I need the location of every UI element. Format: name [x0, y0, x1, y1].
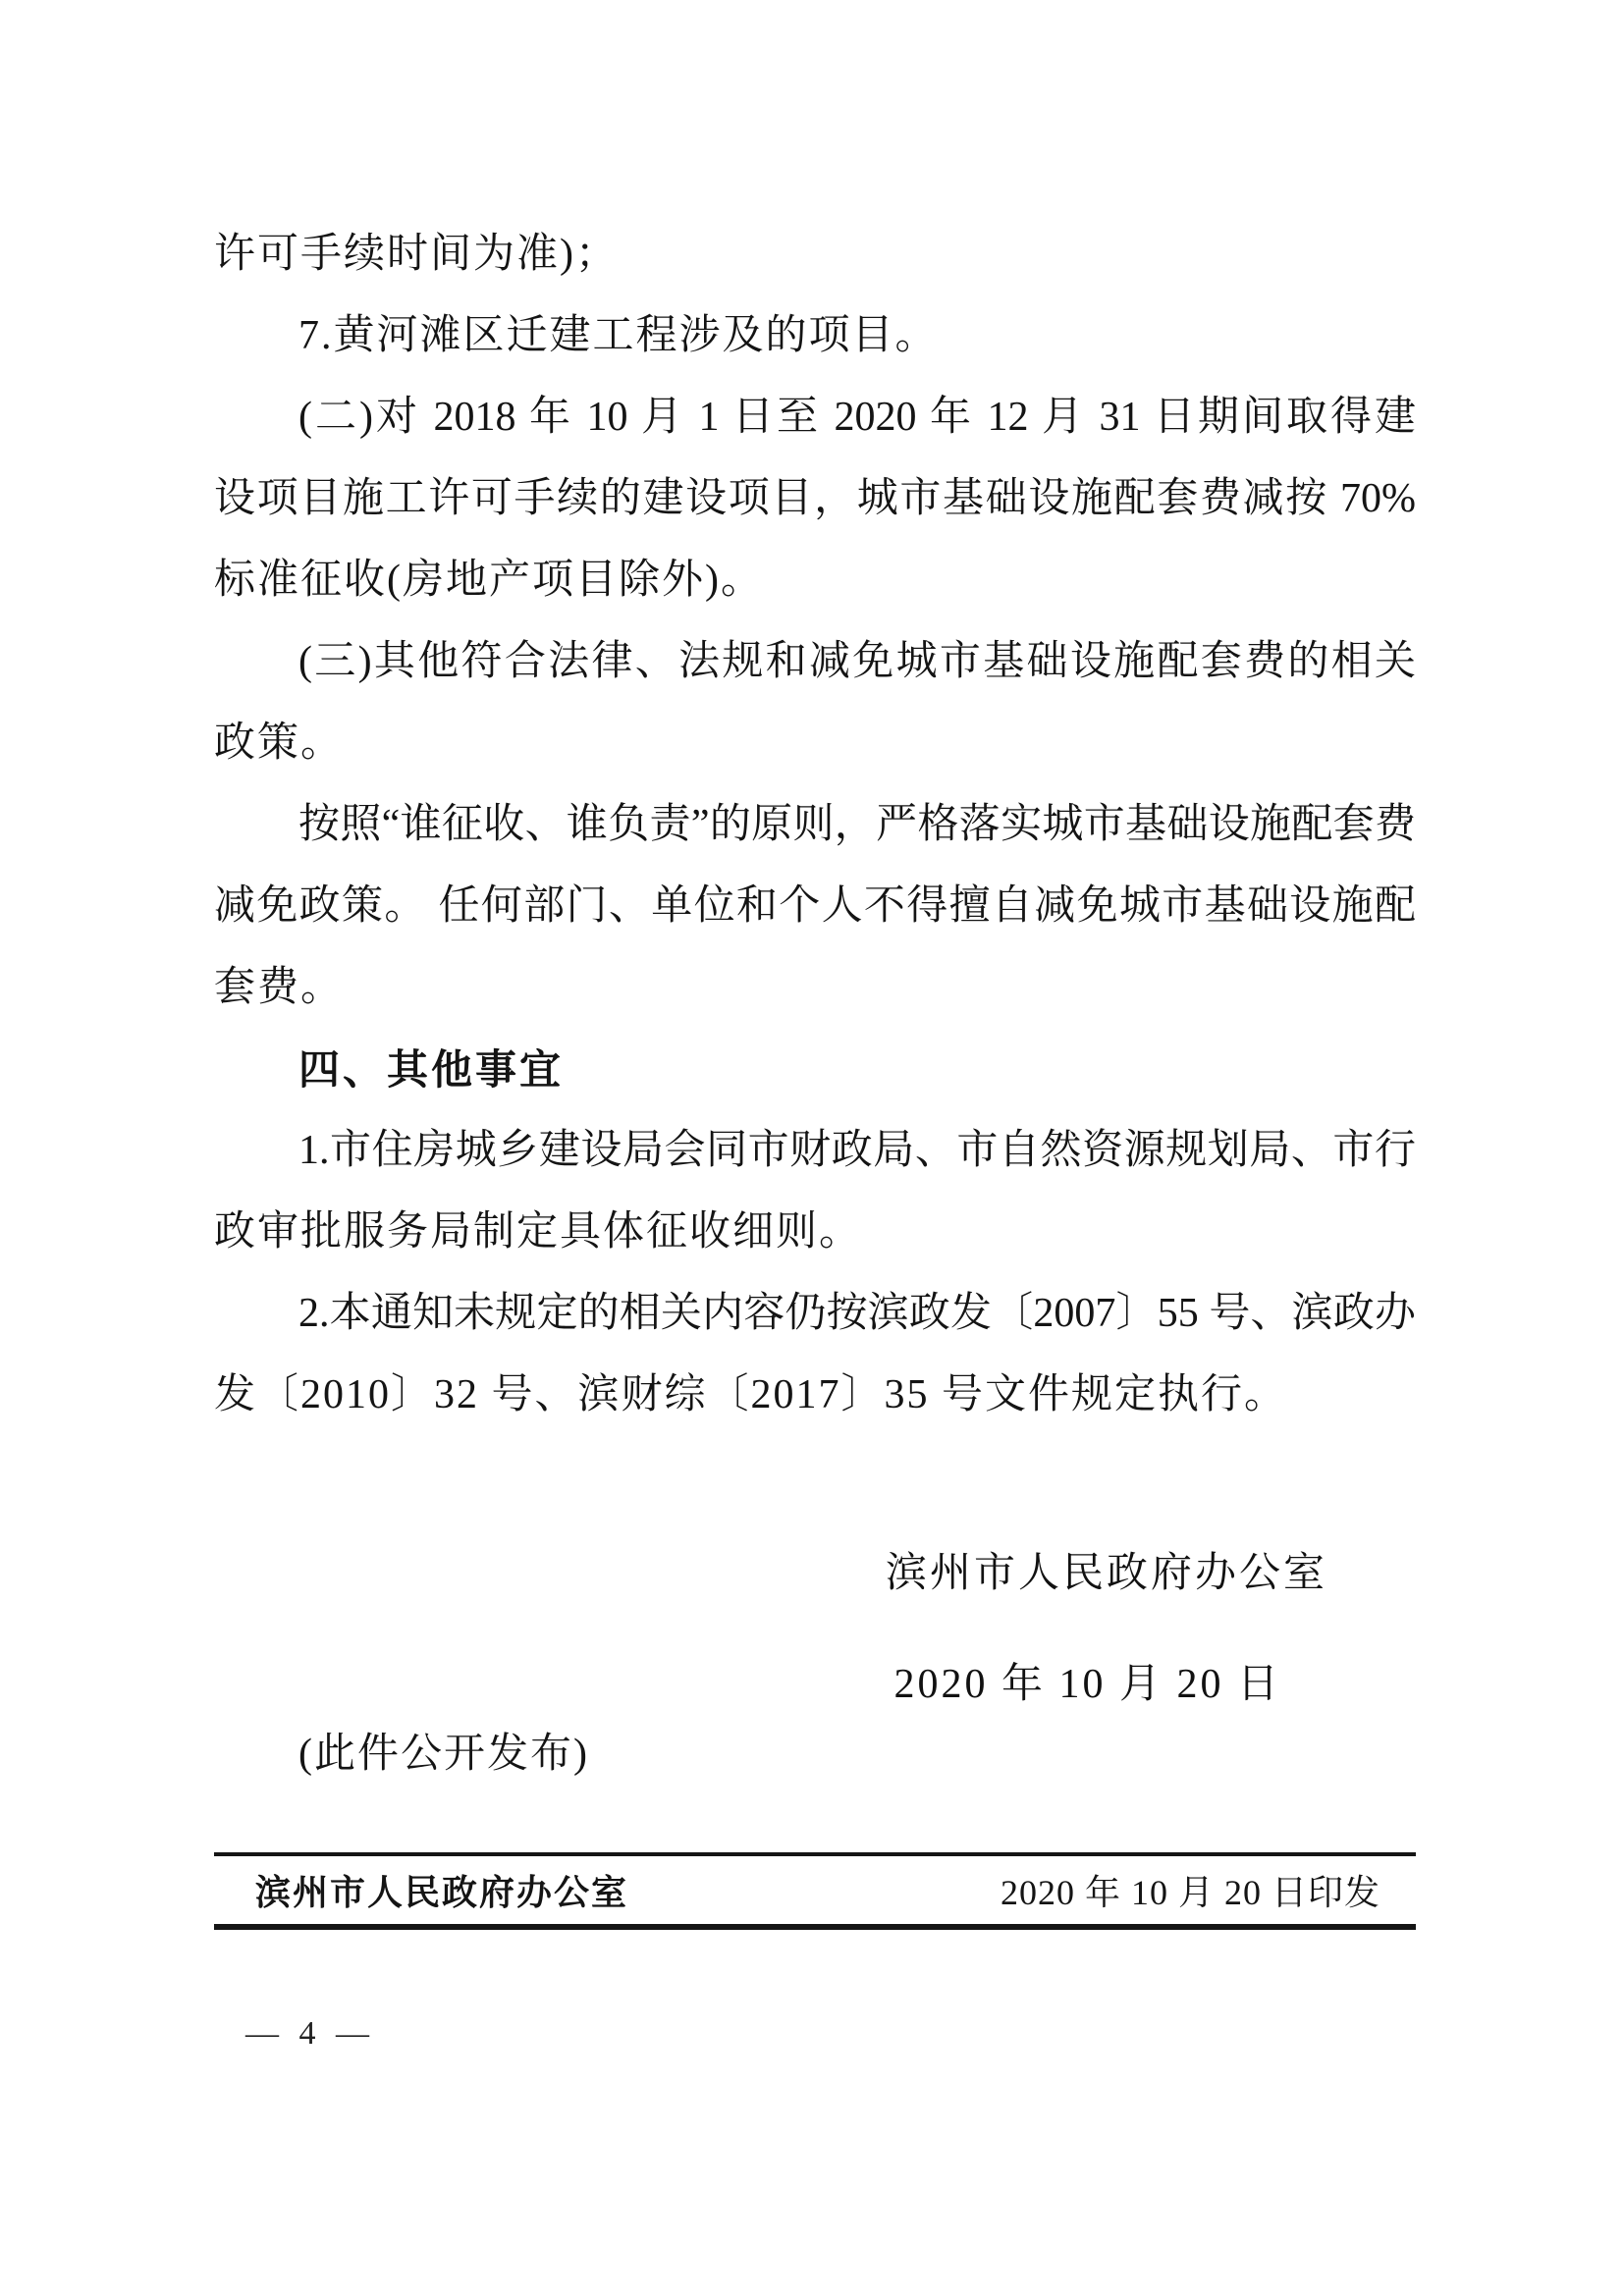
colophon-issuer: 滨州市人民政府办公室	[255, 1873, 629, 1912]
publish-note: (此件公开发布)	[298, 1732, 589, 1777]
signature-date: 2020 年 10 月 20 日	[893, 1662, 1281, 1707]
body-line: 减免政策。 任何部门、单位和个人不得擅自减免城市基础设施配	[214, 883, 1416, 929]
body-line: 7.黄河滩区迁建工程涉及的项目。	[298, 313, 939, 358]
body-line: 2.本通知未规定的相关内容仍按滨政发〔2007〕55 号、滨政办	[298, 1291, 1416, 1336]
body-line: 许可手续时间为准)；	[214, 232, 619, 277]
colophon	[214, 1852, 1416, 1930]
body-line: 设项目施工许可手续的建设项目，城市基础设施配套费减按 70%	[214, 476, 1416, 521]
colophon-rule-bottom	[214, 1924, 1416, 1930]
colophon-row	[214, 1856, 1416, 1924]
body-line: 套费。	[214, 965, 345, 1010]
body-line: (二)对 2018 年 10 月 1 日至 2020 年 12 月 31 日期间取得建	[298, 395, 1416, 440]
body-line: 1.市住房城乡建设局会同市财政局、市自然资源规划局、市行	[298, 1128, 1416, 1173]
section-heading: 四、其他事宜	[298, 1046, 565, 1093]
body-line: 发〔2010〕32 号、滨财综〔2017〕35 号文件规定执行。	[214, 1372, 1288, 1417]
signature-office: 滨州市人民政府办公室	[885, 1551, 1327, 1596]
body-line: 政策。	[214, 721, 345, 766]
colophon-print-date: 2020 年 10 月 20 日印发	[1000, 1873, 1380, 1912]
body-text	[214, 214, 1416, 1436]
body-line: (三)其他符合法律、法规和减免城市基础设施配套费的相关	[298, 639, 1416, 684]
body-line: 政审批服务局制定具体征收细则。	[214, 1209, 863, 1255]
signature-block	[214, 1533, 1416, 1726]
body-line: 按照“谁征收、谁负责”的原则，严格落实城市基础设施配套费	[298, 802, 1416, 847]
page-number: — 4 —	[245, 2015, 375, 2052]
body-line: 标准征收(房地产项目除外)。	[214, 558, 764, 603]
